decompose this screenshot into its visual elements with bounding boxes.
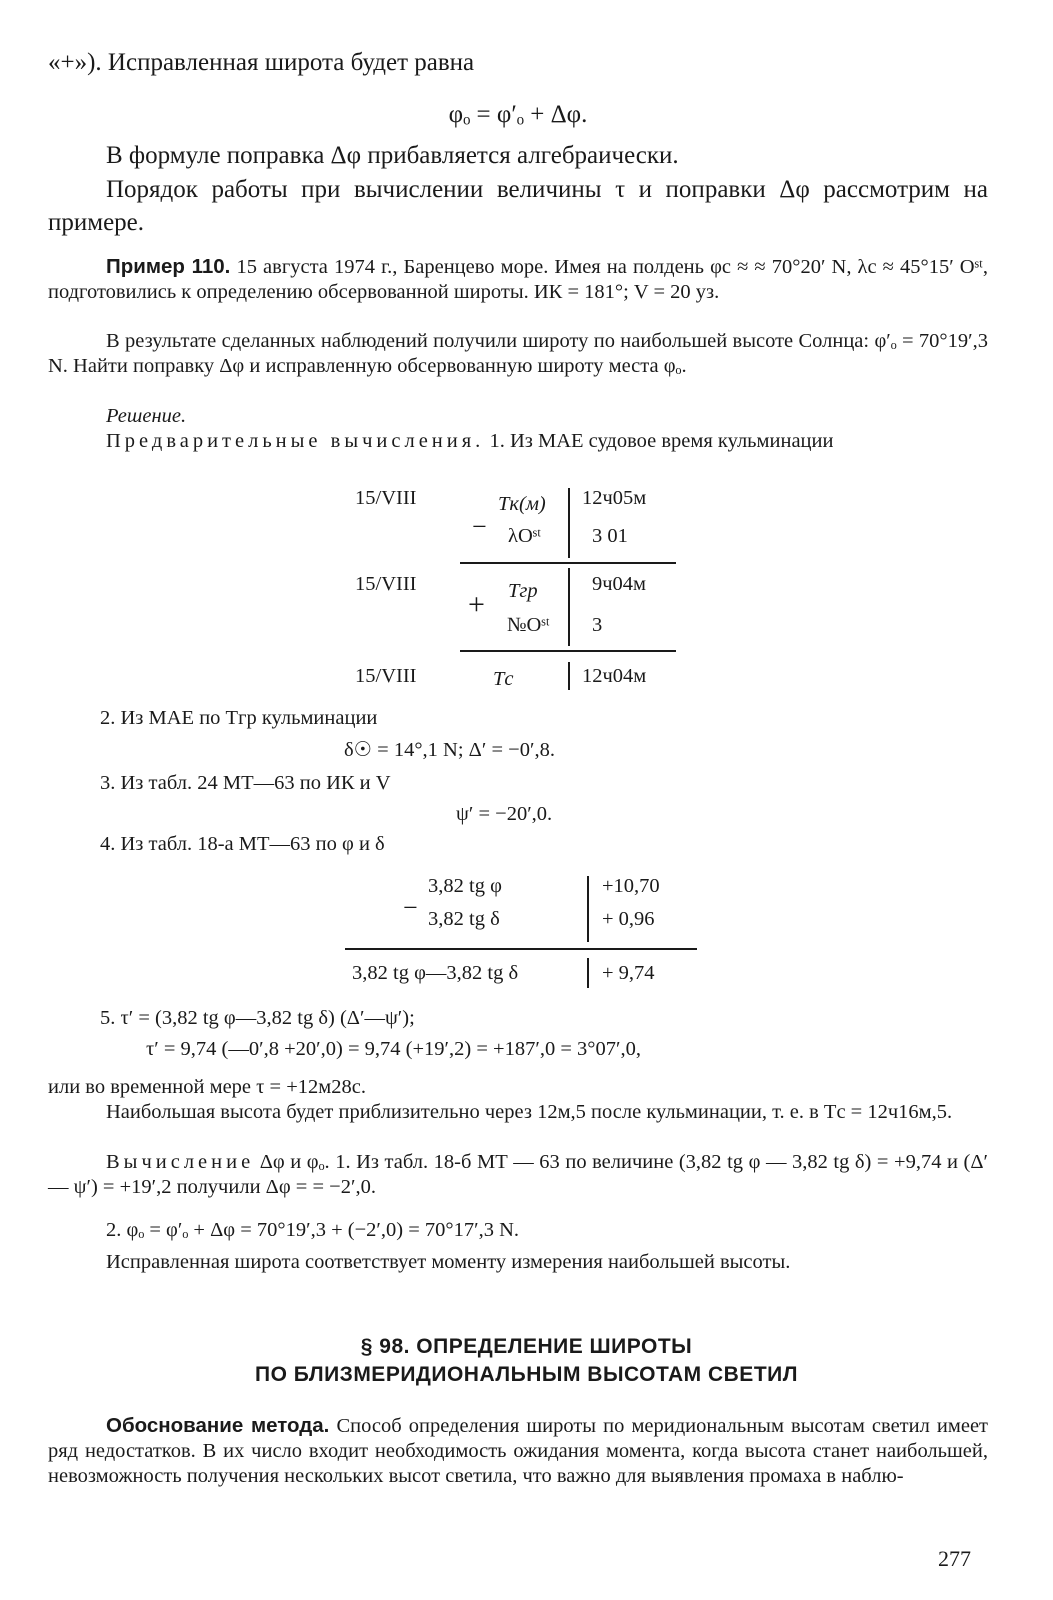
tg-label: 3,82 tg φ — [428, 875, 502, 897]
step-2-result: δ☉ = 14°,1 N; Δ′ = −0′,8. — [344, 739, 555, 761]
time-measure-paragraph: или во временной мере τ = +12м28с. — [48, 1076, 366, 1098]
paragraph-procedure: Порядок работы при вычислении величины τ и поправки Δφ рассмотрим на примере. — [48, 176, 988, 236]
page-number: 277 — [938, 1546, 971, 1571]
table-value: 9ч04м — [592, 573, 647, 595]
table-divider-vertical — [568, 568, 570, 646]
computation-spaced-label: Вычисление — [106, 1151, 255, 1173]
step-4: 4. Из табл. 18-а МТ—63 по φ и δ — [100, 833, 385, 855]
table-label: λOˢᵗ — [508, 525, 542, 547]
table-label: Tк(м) — [498, 493, 546, 515]
table-divider-vertical — [587, 876, 589, 942]
table-label: Tгр — [508, 580, 538, 602]
section-heading-line2: ПО БЛИЗМЕРИДИОНАЛЬНЫМ ВЫСОТАМ СВЕТИЛ — [255, 1363, 798, 1386]
table-date: 15/VIII — [355, 665, 417, 687]
table-divider-vertical — [568, 662, 570, 690]
example-observation-paragraph: В результате сделанных наблюдений получили широту по наибольшей высоте Солнца: φ′ₒ = 70°19′,3 N. Найти поправку Δφ и исправленную обсервованную широту места φₒ. — [48, 330, 988, 377]
minus-sign: − — [472, 512, 487, 541]
table-value: 12ч04м — [582, 665, 647, 687]
conclusion-paragraph: Исправленная широта соответствует моменту измерения наибольшей высоты. — [106, 1251, 791, 1273]
justification-text: Способ определения широты по меридиональным высотам светил имеет ряд недостатков. В их число входит необходимость ожидания момента, когда высота станет наибольшей, невозможность получения нескольких высот светила, что важно для выявления промаха в наблю- — [48, 1415, 989, 1487]
table-divider-vertical — [568, 488, 570, 558]
justification-label: Обоснование метода. — [106, 1414, 330, 1437]
computation-text: Δφ и φₒ. 1. Из табл. 18-б МТ — 63 по величине (3,82 tg φ — 3,82 tg δ) = +9,74 и (Δ′ — ψ′) = +19′,2 получили Δφ = = −2′,0. — [48, 1151, 988, 1198]
tg-value: + 9,74 — [602, 962, 655, 984]
table-divider-horizontal — [460, 562, 676, 564]
example-text: 15 августа 1974 г., Баренцево море. Имея на полдень φс ≈ ≈ 70°20′ N, λс ≈ 45°15′ Oˢᵗ, подготовились к определению обсервованной широты. ИК = 181°; V = 20 уз. — [48, 256, 988, 303]
step-3-result: ψ′ = −20′,0. — [456, 803, 553, 825]
tg-value: +10,70 — [602, 875, 660, 897]
example-label: Пример 110. — [106, 255, 231, 278]
minus-sign: − — [403, 893, 418, 922]
step-5: 5. τ′ = (3,82 tg φ—3,82 tg δ) (Δ′—ψ′); — [100, 1007, 415, 1029]
preliminary-spaced-label: Предварительные вычисления. — [106, 430, 485, 452]
solution-label: Решение. — [106, 405, 187, 427]
preliminary-text: 1. Из МАЕ судовое время кульминации — [484, 430, 834, 452]
computation-paragraph — [48, 1150, 988, 1200]
justification-paragraph — [48, 1413, 988, 1489]
final-latitude-line: 2. φₒ = φ′ₒ + Δφ = 70°19′,3 + (−2′,0) = 70°17′,3 N. — [106, 1219, 520, 1241]
paragraph-algebraic: В формуле поправка Δφ прибавляется алгебраически. — [106, 142, 679, 169]
table-date: 15/VIII — [355, 573, 417, 595]
plus-sign: + — [468, 588, 485, 621]
table-date: 15/VIII — [355, 487, 417, 509]
table-divider-horizontal — [345, 948, 697, 950]
formula-corrected-latitude: φₒ = φ′ₒ + Δφ. — [448, 101, 588, 128]
table-divider-horizontal — [460, 650, 676, 652]
table-label: Tс — [493, 668, 514, 690]
step-5-calculation: τ′ = 9,74 (—0′,8 +20′,0) = 9,74 (+19′,2) = +187′,0 = 3°07′,0, — [146, 1038, 641, 1060]
section-heading-line1: § 98. ОПРЕДЕЛЕНИЕ ШИРОТЫ — [360, 1335, 693, 1358]
step-2: 2. Из МАЕ по Tгр кульминации — [100, 707, 378, 729]
max-altitude-paragraph: Наибольшая высота будет приблизительно через 12м,5 после кульминации, т. е. в Tс = 12ч16м,5. — [106, 1101, 953, 1123]
tg-label: 3,82 tg δ — [428, 908, 500, 930]
table-value: 12ч05м — [582, 487, 647, 509]
tg-value: + 0,96 — [602, 908, 655, 930]
step-3: 3. Из табл. 24 МТ—63 по ИК и V — [100, 772, 391, 794]
table-divider-vertical — [587, 958, 589, 988]
tg-label: 3,82 tg φ—3,82 tg δ — [352, 962, 519, 984]
table-value: 3 01 — [592, 525, 628, 547]
preliminary-paragraph — [48, 429, 988, 454]
table-value: 3 — [592, 614, 603, 636]
intro-line: «+»). Исправленная широта будет равна — [48, 49, 475, 76]
table-label: №Oˢᵗ — [507, 614, 550, 636]
example-paragraph — [48, 254, 988, 305]
